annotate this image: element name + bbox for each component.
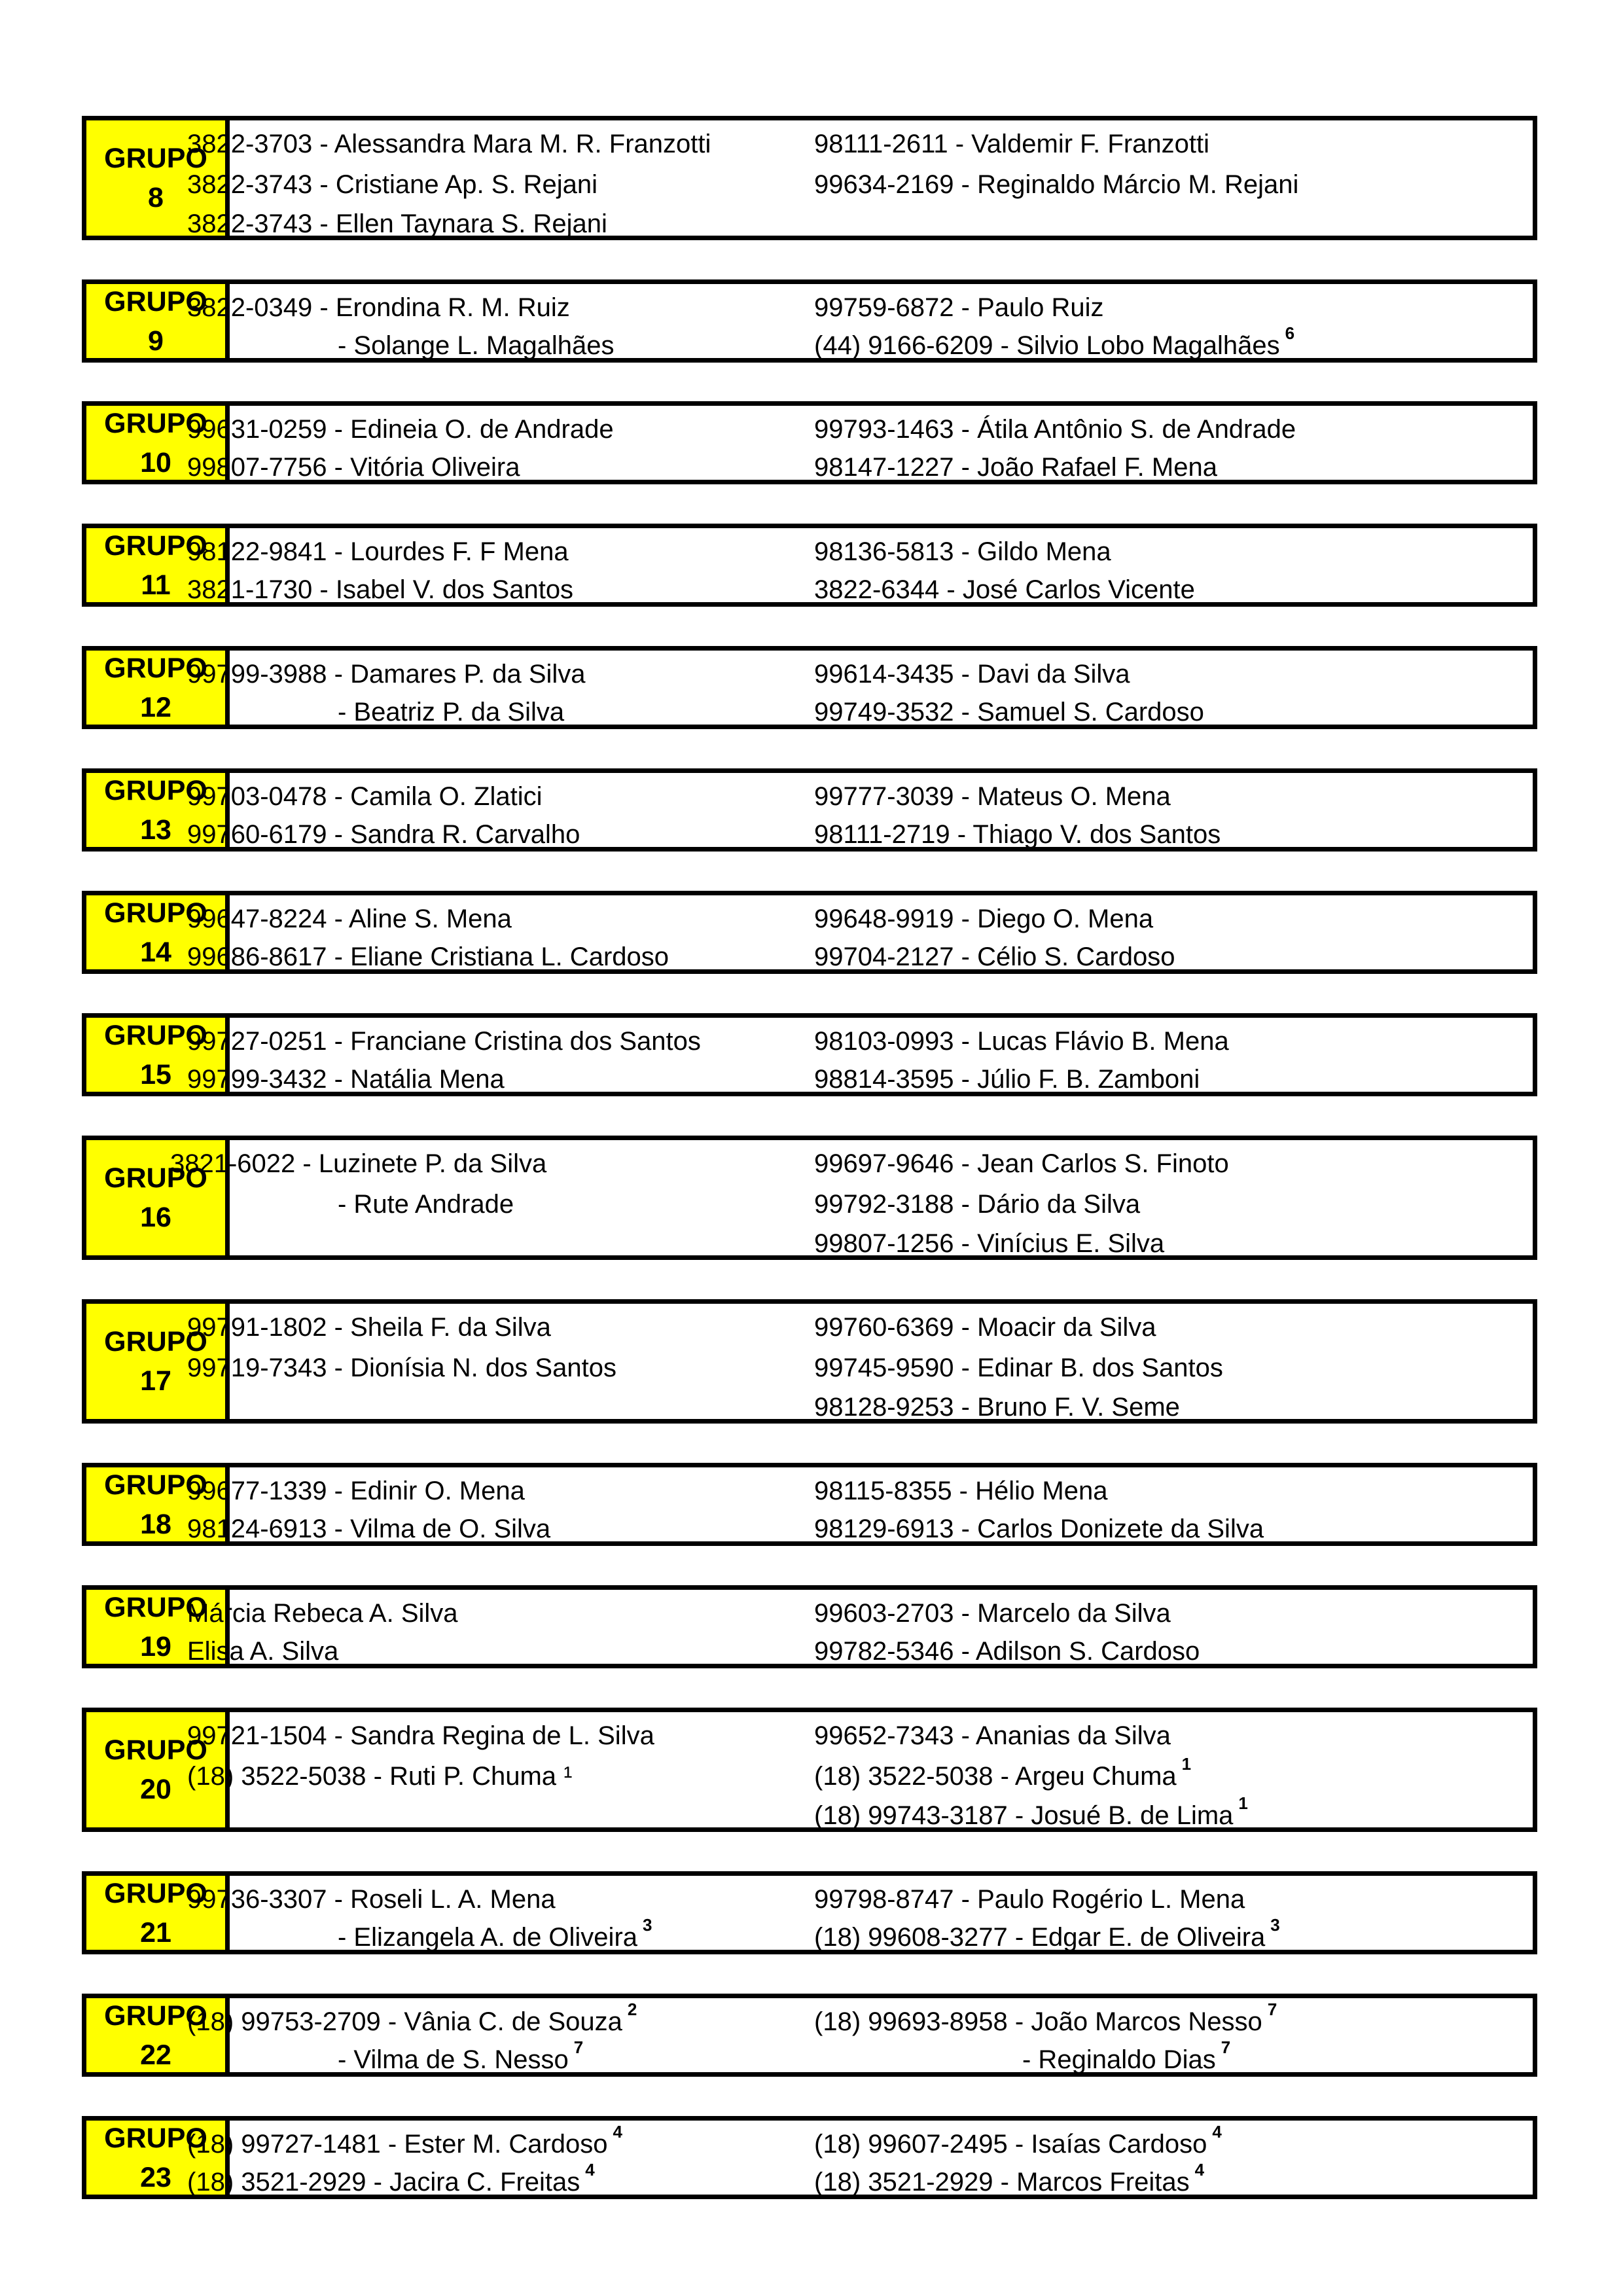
group-label-text: GRUPO	[104, 1326, 207, 1357]
contact-text: 3822-3743 - Cristiane Ap. S. Rejani	[187, 170, 598, 199]
contact-entry-left	[187, 1636, 338, 1667]
contact-text: 99727-0251 - Franciane Cristina dos Santos	[187, 1027, 701, 1056]
contact-text: 99704-2127 - Célio S. Cardoso	[814, 942, 1175, 971]
contact-entry-left	[187, 819, 580, 850]
group-12	[82, 646, 1537, 729]
contact-entry-right	[814, 1999, 1277, 2037]
contact-entry-left	[187, 1999, 637, 2037]
group-number: 8	[148, 182, 164, 213]
group-number: 21	[140, 1916, 171, 1948]
group-number: 15	[140, 1058, 171, 1090]
footnote-marker: 2	[627, 1999, 637, 2019]
contact-text: 98136-5813 - Gildo Mena	[814, 537, 1111, 566]
group-number: 14	[140, 936, 171, 968]
contact-entry-left	[187, 292, 570, 323]
group-number: 10	[140, 446, 171, 478]
contact-entry-left	[187, 1475, 525, 1507]
group-18	[82, 1463, 1537, 1546]
contact-text: 99677-1339 - Edinir O. Mena	[187, 1477, 525, 1505]
contact-text: 99793-1463 - Átila Antônio S. de Andrade	[814, 415, 1296, 444]
contact-text: (18) 3522-5038 - Ruti P. Chuma ¹	[187, 1762, 573, 1791]
contact-entry-right	[814, 323, 1295, 361]
contact-entry-left	[187, 1884, 556, 1915]
contact-text: (18) 99753-2709 - Vânia C. de Souza	[187, 2007, 622, 2036]
contact-entry-left	[187, 1720, 654, 1751]
contact-text: - Solange L. Magalhães	[338, 331, 615, 360]
group-11	[82, 524, 1537, 607]
group-contacts	[187, 1712, 1533, 1830]
contact-text: 98115-8355 - Hélio Mena	[814, 1477, 1108, 1505]
contact-entry-right	[814, 1636, 1200, 1667]
contact-text: 98111-2611 - Valdemir F. Franzotti	[814, 130, 1209, 158]
contact-entry-right	[814, 574, 1195, 605]
group-label-text: GRUPO	[104, 774, 207, 806]
contact-text: 99777-3039 - Mateus O. Mena	[814, 782, 1171, 811]
contact-entry-left	[338, 2037, 584, 2075]
group-contacts	[170, 1140, 1533, 1258]
group-contacts	[187, 1590, 1533, 1666]
contact-text: - Beatriz P. da Silva	[338, 698, 565, 726]
contact-text: 98128-9253 - Bruno F. V. Seme	[814, 1393, 1180, 1422]
contact-entry-left	[187, 128, 711, 160]
contact-text: 99799-3988 - Damares P. da Silva	[187, 660, 586, 689]
contact-entry-right	[814, 536, 1111, 567]
contact-text: 99791-1802 - Sheila F. da Silva	[187, 1313, 551, 1342]
group-15	[82, 1013, 1537, 1096]
contact-entry-right	[814, 819, 1221, 850]
contact-text: (18) 3521-2929 - Jacira C. Freitas	[187, 2168, 580, 2197]
contact-text: 99782-5346 - Adilson S. Cardoso	[814, 1637, 1200, 1666]
contact-entry-right	[814, 658, 1130, 690]
contact-entry-left	[187, 414, 614, 445]
contact-text: 99792-3188 - Dário da Silva	[814, 1190, 1141, 1219]
contact-text: - Elizangela A. de Oliveira	[338, 1923, 638, 1952]
contact-text: 99721-1504 - Sandra Regina de L. Silva	[187, 1721, 654, 1750]
contact-text: 99736-3307 - Roseli L. A. Mena	[187, 1885, 556, 1914]
contact-text: 98814-3595 - Júlio F. B. Zamboni	[814, 1065, 1200, 1094]
group-number: 9	[148, 325, 164, 357]
group-contacts	[187, 406, 1533, 482]
contact-entry-right	[814, 452, 1217, 483]
footnote-marker: 1	[1238, 1793, 1248, 1813]
contact-text: 99648-9919 - Diego O. Mena	[814, 905, 1154, 933]
group-number: 23	[140, 2161, 171, 2193]
group-22	[82, 1994, 1537, 2077]
contact-text: 99807-1256 - Vinícius E. Silva	[814, 1229, 1165, 1258]
footnote-marker: 7	[1267, 1999, 1277, 2019]
contact-entry-left	[187, 1352, 616, 1384]
contact-text: 99760-6179 - Sandra R. Carvalho	[187, 820, 580, 849]
contact-entry-left	[187, 941, 669, 973]
group-13	[82, 768, 1537, 852]
contact-text: 99745-9590 - Edinar B. dos Santos	[814, 1354, 1223, 1382]
contact-entry-right	[814, 128, 1209, 160]
group-9	[82, 279, 1537, 363]
contact-text: 98111-2719 - Thiago V. dos Santos	[814, 820, 1221, 849]
contact-text: 98122-9841 - Lourdes F. F Mena	[187, 537, 569, 566]
contact-entry-left	[170, 1148, 546, 1179]
group-20	[82, 1708, 1537, 1832]
footnote-marker: 3	[643, 1914, 652, 1935]
contact-text: 99703-0478 - Camila O. Zlatici	[187, 782, 543, 811]
contact-text: 99749-3532 - Samuel S. Cardoso	[814, 698, 1204, 726]
group-23	[82, 2116, 1537, 2199]
group-number: 16	[140, 1202, 171, 1233]
contact-entry-left	[187, 1761, 572, 1792]
contact-entry-right	[814, 1148, 1229, 1179]
group-16	[82, 1136, 1537, 1260]
group-14	[82, 891, 1537, 974]
contact-text: 99807-7756 - Vitória Oliveira	[187, 453, 520, 482]
group-number: 17	[140, 1365, 171, 1397]
contact-text: - Reginaldo Dias	[1022, 2045, 1216, 2074]
contact-entry-right	[814, 1391, 1180, 1423]
contact-entry-left	[187, 452, 520, 483]
contact-text: 3821-6022 - Luzinete P. da Silva	[170, 1149, 547, 1178]
contact-text: (18) 99727-1481 - Ester M. Cardoso	[187, 2130, 608, 2159]
contact-entry-right	[814, 1513, 1264, 1545]
group-21	[82, 1871, 1537, 1954]
contact-text: - Vilma de S. Nesso	[338, 2045, 569, 2074]
contact-text: 99647-8224 - Aline S. Mena	[187, 905, 512, 933]
group-contacts	[187, 528, 1533, 604]
contact-entry-left	[187, 2159, 595, 2198]
group-number: 18	[140, 1508, 171, 1540]
contact-entry-left	[187, 1598, 458, 1629]
group-contacts	[187, 773, 1533, 849]
footnote-marker: 4	[585, 2159, 595, 2179]
group-19	[82, 1585, 1537, 1668]
contact-text: Elisa A. Silva	[187, 1637, 339, 1666]
contact-entry-right	[814, 781, 1171, 812]
contact-entry-right	[814, 1753, 1192, 1792]
contact-entry-left	[187, 1026, 701, 1057]
contact-entry-right	[814, 1189, 1140, 1220]
group-label-text: GRUPO	[104, 143, 207, 174]
group-label-text: GRUPO	[104, 897, 207, 929]
contact-text: (18) 3522-5038 - Argeu Chuma	[814, 1762, 1177, 1791]
contact-entry-right	[814, 414, 1296, 445]
contact-text: (18) 99693-8958 - João Marcos Nesso	[814, 2007, 1262, 2036]
contact-entry-right	[814, 2121, 1222, 2160]
group-label-text: GRUPO	[104, 1734, 207, 1766]
contact-text: 3822-3703 - Alessandra Mara M. R. Franzotti	[187, 130, 711, 158]
contact-entry-right	[814, 696, 1204, 728]
contact-entry-left	[187, 208, 607, 240]
group-contacts	[187, 1467, 1533, 1543]
contact-text: 99697-9646 - Jean Carlos S. Finoto	[814, 1149, 1229, 1178]
group-label-text: GRUPO	[104, 1877, 207, 1909]
contact-entry-left	[187, 169, 597, 200]
contact-text: - Rute Andrade	[338, 1190, 514, 1219]
contact-entry-right	[814, 1475, 1107, 1507]
contact-text: 99614-3435 - Davi da Silva	[814, 660, 1130, 689]
contact-entry-right	[814, 1312, 1156, 1343]
contact-entry-right	[814, 941, 1175, 973]
group-label-text: GRUPO	[104, 1591, 207, 1623]
contact-entry-right	[814, 1793, 1248, 1831]
group-number: 13	[140, 814, 171, 846]
contact-text: 3822-6344 - José Carlos Vicente	[814, 575, 1195, 604]
group-number: 11	[141, 569, 171, 601]
contact-entry-left	[338, 330, 615, 361]
group-label-text: GRUPO	[104, 285, 207, 317]
contact-text: (44) 9166-6209 - Silvio Lobo Magalhães	[814, 331, 1280, 360]
contact-text: 99634-2169 - Reginaldo Márcio M. Rejani	[814, 170, 1299, 199]
contact-entry-left	[187, 1312, 551, 1343]
group-contacts	[187, 284, 1533, 360]
group-label-text: GRUPO	[104, 1019, 207, 1051]
group-10	[82, 401, 1537, 484]
contact-entry-left	[338, 1914, 652, 1953]
contact-text: 98129-6913 - Carlos Donizete da Silva	[814, 1515, 1264, 1543]
contact-text: 3822-0349 - Erondina R. M. Ruiz	[187, 293, 570, 322]
contact-text: 99719-7343 - Dionísia N. dos Santos	[187, 1354, 616, 1382]
contact-text: (18) 3521-2929 - Marcos Freitas	[814, 2168, 1190, 2197]
contact-text: 99759-6872 - Paulo Ruiz	[814, 293, 1104, 322]
footnote-marker: 7	[1221, 2037, 1231, 2057]
group-contacts	[187, 120, 1533, 238]
contact-entry-left	[187, 574, 573, 605]
contact-entry-left	[187, 1064, 505, 1095]
contact-entry-left	[187, 781, 542, 812]
group-contacts	[187, 1018, 1533, 1094]
contact-entry-left	[187, 1513, 550, 1545]
group-label-text: GRUPO	[104, 2122, 207, 2154]
contact-entry-right	[1022, 2037, 1231, 2075]
group-contacts	[187, 1998, 1533, 2074]
group-number: 12	[140, 691, 171, 723]
contact-text: 99652-7343 - Ananias da Silva	[814, 1721, 1171, 1750]
group-contacts	[187, 651, 1533, 726]
contact-entry-left	[187, 536, 569, 567]
contact-entry-right	[814, 1228, 1164, 1259]
contact-entry-left	[338, 696, 564, 728]
contact-text: 98103-0993 - Lucas Flávio B. Mena	[814, 1027, 1229, 1056]
contact-entry-left	[338, 1189, 514, 1220]
group-contacts	[187, 1876, 1533, 1952]
contact-text: 98147-1227 - João Rafael F. Mena	[814, 453, 1217, 482]
contact-text: 99799-3432 - Natália Mena	[187, 1065, 505, 1094]
footnote-marker: 4	[1212, 2121, 1222, 2142]
footnote-marker: 6	[1285, 323, 1295, 343]
footnote-marker: 3	[1270, 1914, 1280, 1935]
footnote-marker: 4	[613, 2121, 623, 2142]
group-label-text: GRUPO	[104, 2000, 207, 2032]
group-contacts	[187, 1304, 1533, 1422]
group-label-text: GRUPO	[104, 1162, 207, 1194]
group-number: 19	[140, 1630, 171, 1662]
contact-text: 99603-2703 - Marcelo da Silva	[814, 1599, 1171, 1628]
contact-text: 99760-6369 - Moacir da Silva	[814, 1313, 1156, 1342]
footnote-marker: 1	[1181, 1753, 1192, 1774]
contact-text: (18) 99608-3277 - Edgar E. de Oliveira	[814, 1923, 1266, 1952]
contact-text: (18) 99743-3187 - Josué B. de Lima	[814, 1801, 1234, 1830]
contact-entry-right	[814, 903, 1153, 935]
contact-text: 98124-6913 - Vilma de O. Silva	[187, 1515, 551, 1543]
group-label-text: GRUPO	[104, 529, 207, 562]
group-17	[82, 1299, 1537, 1424]
contact-text: 3822-3743 - Ellen Taynara S. Rejani	[187, 209, 607, 238]
contact-entry-right	[814, 2159, 1205, 2198]
contact-entry-right	[814, 1064, 1200, 1095]
group-contacts	[187, 895, 1533, 971]
footnote-marker: 4	[1194, 2159, 1205, 2179]
contact-entry-right	[814, 1720, 1171, 1751]
group-label-text: GRUPO	[104, 1469, 207, 1501]
contact-text: (18) 99607-2495 - Isaías Cardoso	[814, 2130, 1207, 2159]
contact-entry-right	[814, 292, 1104, 323]
contact-text: 99631-0259 - Edineia O. de Andrade	[187, 415, 614, 444]
group-label-text: GRUPO	[104, 407, 207, 439]
contact-entry-left	[187, 2121, 623, 2160]
contact-entry-right	[814, 1352, 1223, 1384]
contact-text: 99686-8617 - Eliane Cristiana L. Cardoso	[187, 942, 669, 971]
group-number: 20	[140, 1774, 171, 1805]
contact-entry-right	[814, 1598, 1171, 1629]
group-label-text: GRUPO	[104, 652, 207, 684]
contact-text: 99798-8747 - Paulo Rogério L. Mena	[814, 1885, 1245, 1914]
contact-text: 3821-1730 - Isabel V. dos Santos	[187, 575, 574, 604]
contact-entry-left	[187, 658, 586, 690]
footnote-marker: 7	[573, 2037, 584, 2057]
group-contacts	[187, 2121, 1533, 2197]
contact-entry-right	[814, 169, 1298, 200]
contact-entry-right	[814, 1884, 1245, 1915]
group-number: 22	[140, 2039, 171, 2071]
contact-entry-right	[814, 1914, 1280, 1953]
group-8	[82, 116, 1537, 240]
contact-entry-left	[187, 903, 512, 935]
contact-text: Márcia Rebeca A. Silva	[187, 1599, 458, 1628]
contact-entry-right	[814, 1026, 1229, 1057]
